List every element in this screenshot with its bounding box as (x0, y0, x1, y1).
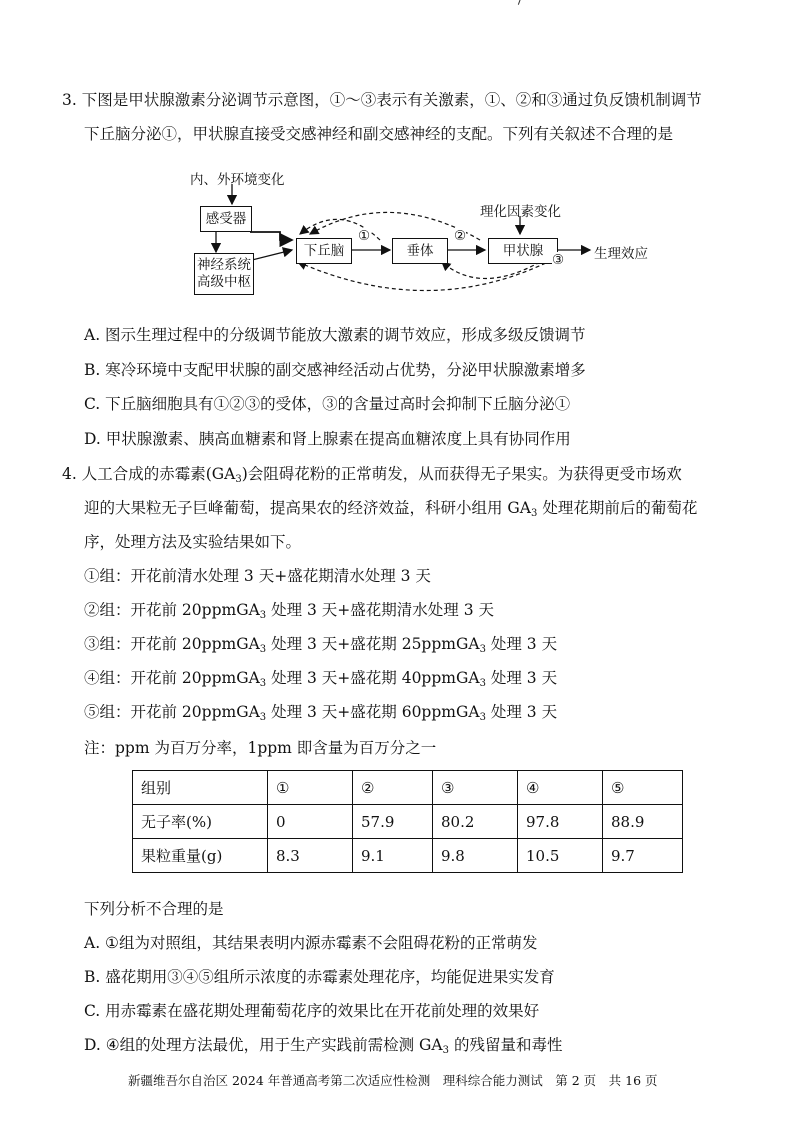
table-cell: 8.3 (268, 839, 353, 873)
q4-group-1 (84, 566, 431, 586)
q4-option-d (84, 1035, 562, 1061)
hormone1-label: ① (358, 228, 371, 244)
arrow-receptor-to-hypothalamus (250, 232, 292, 240)
thyroid-box: 甲状腺 (488, 238, 558, 264)
table-cell: 无子率(%) (133, 805, 268, 839)
group-text: 处理 3 天+盛花期清水处理 3 天 (266, 601, 495, 619)
q4-sub: 3 (235, 474, 242, 485)
env-change-label: 内、外环境变化 (190, 172, 285, 188)
pituitary-box: 垂体 (392, 238, 448, 264)
q3-option-c: C. 下丘脑细胞具有①②③的受体，③的含量过高时会抑制下丘脑分泌① (84, 395, 571, 413)
q4-option-b: B. 盛花期用③④⑤组所示浓度的赤霉素处理花序，均能促进果实发育 (84, 968, 555, 986)
table-cell: 0 (268, 805, 353, 839)
page-footer: 新疆维吾尔自治区 2024 年普通高考第二次适应性检测 理科综合能力测试 第 2 页 共 16 页 (128, 1073, 658, 1088)
nerve-center-box (194, 253, 254, 295)
feedback-hormone3 (298, 260, 552, 291)
q4-group-5 (84, 702, 557, 728)
group-text: 处理 3 天+盛花期 25ppmGA (266, 635, 480, 653)
table-cell: 9.8 (433, 839, 518, 873)
q4-sub: 3 (479, 644, 486, 655)
arrow-center-to-hypothalamus (252, 250, 292, 260)
feedback-hormone3-pituitary (442, 262, 540, 279)
scan-mark (518, 0, 527, 7)
q4-option-a: A. ①组为对照组，其结果表明内源赤霉素不会阻碍花粉的正常萌发 (84, 934, 538, 952)
receptor-box: 感受器 (200, 206, 252, 232)
table-cell: 9.1 (353, 839, 433, 873)
q4-stem-line2-post: 处理花期前后的葡萄花 (537, 499, 698, 517)
q4-stem-line2-pre: 迎的大果粒无子巨峰葡萄，提高果农的经济效益，科研小组用 GA (84, 499, 532, 517)
q4-group-4 (84, 668, 557, 694)
q4-stem-line1-post: )会阻碍花粉的正常萌发，从而获得无子果实。为获得更受市场欢 (241, 465, 682, 483)
group-text: 处理 3 天 (485, 669, 558, 687)
table-header-cell: ④ (518, 771, 603, 805)
nerve-center-line1: 神经系统 (197, 257, 251, 273)
table-cell: 果粒重量(g) (133, 839, 268, 873)
table-header-cell: ① (268, 771, 353, 805)
q4-stem-line1 (62, 464, 682, 490)
table-header-row (133, 771, 683, 805)
q4-sub: 3 (479, 678, 486, 689)
table-cell: 57.9 (353, 805, 433, 839)
q4-group-3 (84, 634, 557, 660)
group-text: ①组：开花前清水处理 3 天+盛花期清水处理 3 天 (84, 567, 431, 585)
q4-sub: 3 (442, 1045, 450, 1056)
q4-option-c: C. 用赤霉素在盛花期处理葡萄花序的效果比在开花前处理的效果好 (84, 1002, 540, 1020)
group-text: 处理 3 天+盛花期 40ppmGA (266, 669, 480, 687)
table-row (133, 839, 683, 873)
hypothalamus-box: 下丘脑 (296, 238, 352, 264)
hormone2-label: ② (454, 228, 467, 244)
hormone3-label: ③ (552, 252, 565, 268)
table-cell: 10.5 (518, 839, 603, 873)
q3-option-b: B. 寒冷环境中支配甲状腺的副交感神经活动占优势，分泌甲状腺激素增多 (84, 361, 586, 379)
q3-stem-line1: 3. 下图是甲状腺激素分泌调节示意图，①～③表示有关激素，①、②和③通过负反馈机制调节 (62, 91, 702, 109)
q4-sub: 3 (259, 644, 267, 655)
q4-sub: 3 (259, 712, 267, 723)
q4-stem-line1-pre: 4. 人工合成的赤霉素(GA (62, 465, 236, 483)
q4-prompt: 下列分析不合理的是 (84, 900, 224, 918)
group-text: 处理 3 天 (485, 703, 558, 721)
group-text: 处理 3 天+盛花期 60ppmGA (266, 703, 480, 721)
nerve-center-line2: 高级中枢 (197, 274, 251, 290)
q4-sub: 3 (531, 508, 538, 519)
q4-stem-line2 (84, 498, 697, 524)
table-header-cell: ② (353, 771, 433, 805)
group-text: ⑤组：开花前 20ppmGA (84, 703, 260, 721)
table-row (133, 805, 683, 839)
q4-group-2 (84, 600, 494, 626)
table-header-cell: 组别 (133, 771, 268, 805)
thyroid-regulation-diagram (180, 160, 680, 310)
group-text: ②组：开花前 20ppmGA (84, 601, 260, 619)
table-cell: 80.2 (433, 805, 518, 839)
results-table (132, 770, 683, 873)
q3-option-d: D. 甲状腺激素、胰高血糖素和肾上腺素在提高血糖浓度上具有协同作用 (84, 430, 571, 448)
group-text: ④组：开花前 20ppmGA (84, 669, 260, 687)
q4-sub: 3 (259, 610, 267, 621)
q4-stem-line3: 序，处理方法及实验结果如下。 (84, 533, 302, 551)
q3-option-a: A. 图示生理过程中的分级调节能放大激素的调节效应，形成多级反馈调节 (84, 326, 586, 344)
effect-label: 生理效应 (594, 246, 648, 262)
table-cell: 97.8 (518, 805, 603, 839)
group-text: ③组：开花前 20ppmGA (84, 635, 260, 653)
q3-stem-line2: 下丘脑分泌①，甲状腺直接受交感神经和副交感神经的支配。下列有关叙述不合理的是 (84, 125, 674, 143)
table-header-cell: ⑤ (603, 771, 683, 805)
q4-sub: 3 (479, 712, 486, 723)
table-header-cell: ③ (433, 771, 518, 805)
q4-sub: 3 (259, 678, 267, 689)
q4-note: 注：ppm 为百万分率，1ppm 即含量为百万分之一 (84, 739, 437, 757)
q4-option-d-post: 的残留量和毒性 (449, 1036, 563, 1054)
q4-option-d-pre: D. ④组的处理方法最优，用于生产实践前需检测 GA (84, 1036, 443, 1054)
table-cell: 9.7 (603, 839, 683, 873)
table-cell: 88.9 (603, 805, 683, 839)
group-text: 处理 3 天 (485, 635, 558, 653)
physchem-label: 理化因素变化 (480, 204, 561, 220)
